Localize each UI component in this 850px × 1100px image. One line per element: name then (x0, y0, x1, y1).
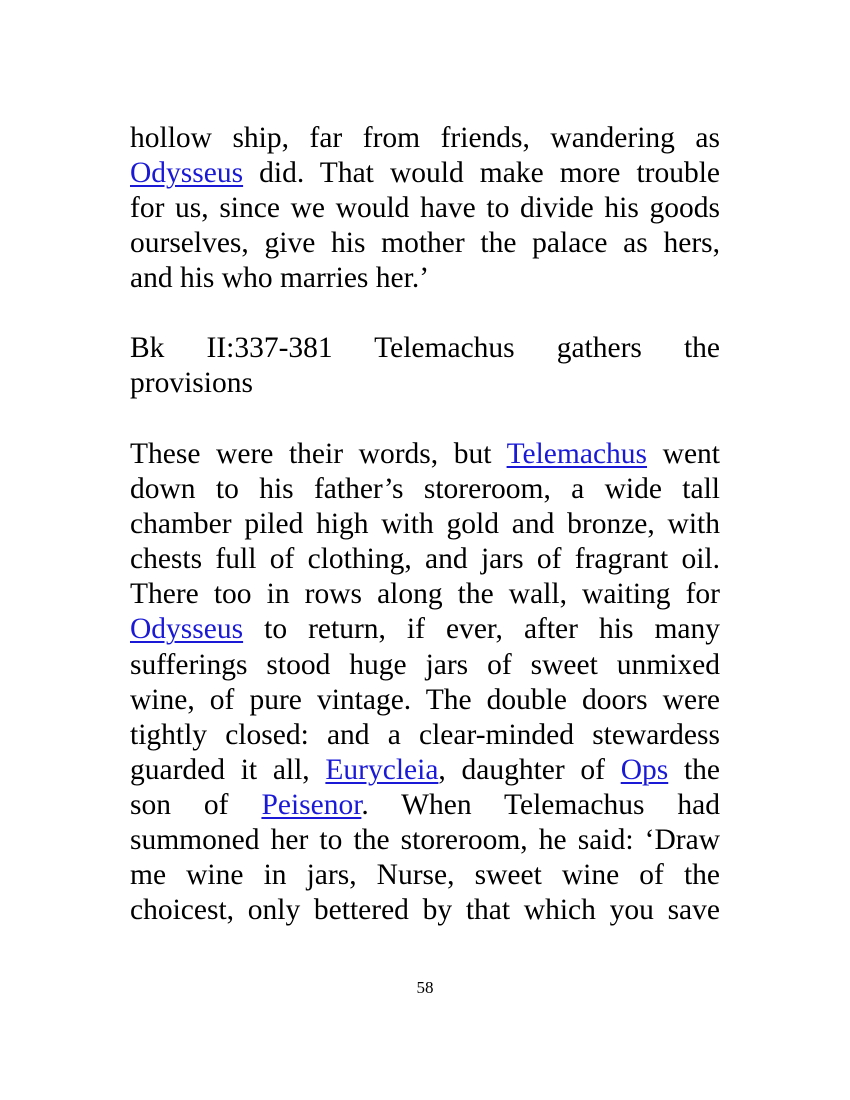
section-heading (130, 331, 720, 401)
text-line: me wine in jars, Nurse, sweet wine of the (130, 859, 720, 892)
text-line (130, 753, 720, 788)
text-fragment: , daughter of (438, 753, 621, 786)
link-peisenor[interactable]: Peisenor (261, 788, 362, 821)
paragraph-suitors-speech (130, 121, 720, 296)
text-line: tightly closed: and a clear-minded stewardess (130, 718, 720, 751)
link-odysseus[interactable]: Odysseus (130, 157, 244, 190)
text-line: for us, since we would have to divide his goods (130, 192, 720, 225)
text-line: sufferings stood huge jars of sweet unmixed (130, 648, 720, 681)
text-fragment: went (647, 438, 720, 470)
text-line: There too in rows along the wall, waiting for (130, 578, 720, 611)
text-line: wine, of pure vintage. The double doors were (130, 683, 720, 716)
text-line (130, 156, 720, 191)
text-fragment: son of (130, 788, 262, 821)
text-fragment: guarded it all, (130, 753, 326, 786)
text-line: ourselves, give his mother the palace as hers, (130, 227, 720, 260)
heading-line: Bk II:337-381 Telemachus gathers the (130, 332, 720, 364)
text-line: choicest, only bettered by that which you save (130, 894, 720, 927)
text-line: hollow ship, far from friends, wandering as (130, 122, 720, 154)
link-ops[interactable]: Ops (620, 753, 669, 786)
paragraph-storeroom (130, 437, 720, 928)
text-line (130, 437, 720, 472)
text-fragment: the (668, 753, 720, 786)
text-fragment: did. That would make more trouble (243, 157, 720, 190)
text-line: down to his father’s storeroom, a wide tall (130, 473, 720, 506)
text-line: and his who marries her.’ (130, 262, 430, 295)
text-line (130, 612, 720, 647)
link-telemachus[interactable]: Telemachus (506, 438, 648, 470)
text-line: chamber piled high with gold and bronze, with (130, 508, 720, 541)
link-odysseus[interactable]: Odysseus (130, 613, 244, 646)
text-line: summoned her to the storeroom, he said: ‘Draw (130, 824, 720, 857)
text-line: chests full of clothing, and jars of fragrant oil. (130, 543, 720, 576)
heading-line: provisions (130, 367, 253, 400)
text-line (130, 788, 720, 823)
text-fragment: to return, if ever, after his many (243, 613, 720, 646)
page-number: 58 (416, 978, 434, 997)
link-eurycleia[interactable]: Eurycleia (325, 753, 439, 786)
text-fragment: . When Telemachus had (361, 788, 721, 821)
text-fragment: These were their words, but (130, 438, 507, 470)
